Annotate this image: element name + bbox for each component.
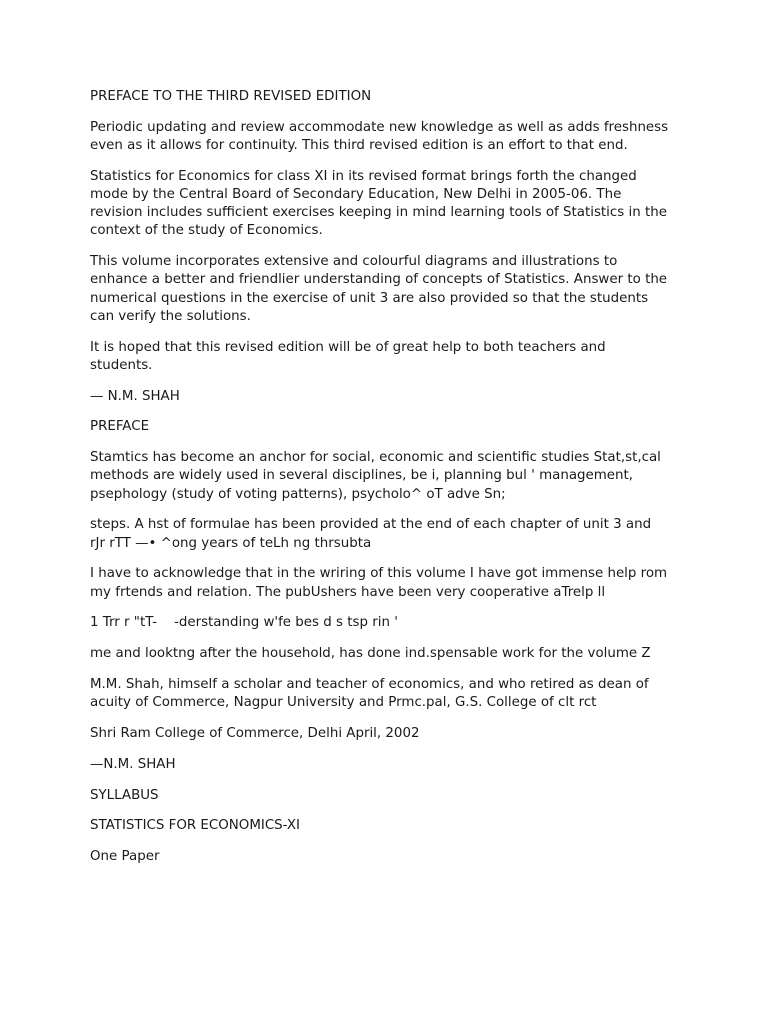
syllabus-heading: SYLLABUS xyxy=(90,787,159,803)
preface-third-edition-heading: PREFACE TO THE THIRD REVISED EDITION xyxy=(90,89,372,104)
paragraph-household: me and looktng after the household, has done ind.spensable work for the volume Z xyxy=(90,646,651,662)
paragraph-hoped: It is hoped that this revised edition will be of great help to both teachers and students. xyxy=(90,339,610,373)
paragraph-mm-shah: M.M. Shah, himself a scholar and teacher of economics, and who retired as dean of acuity of Commerce, Nagpur University and Prmc.pal, G.S. College of clt rct xyxy=(90,677,653,711)
preface-heading: PREFACE xyxy=(90,419,150,435)
author-signature-1: — N.M. SHAH xyxy=(90,388,180,404)
author-signature-2: —N.M. SHAH xyxy=(90,756,176,772)
paragraph-formulae: steps. A hst of formulae has been provided at the end of each chapter of unit 3 and rJr rTT —• ^ong years of teLh ng thrsubta xyxy=(90,517,656,551)
document-page xyxy=(90,88,673,866)
place-date: Shri Ram College of Commerce, Delhi April, 2002 xyxy=(90,726,420,741)
paragraph-revised-format: Statistics for Economics for class XI in its revised format brings forth the changed mode by the Central Board of Secondary Education, New Delhi in 2005-06. The revision includes sufficient exercises keeping in mind learning tools of Statistics in the context of the study of Economics. xyxy=(90,168,672,239)
paragraph-diagrams: This volume incorporates extensive and colourful diagrams and illustrations to enhance a better and friendlier understanding of concepts of Statistics. Answer to the numerical questions in the exercise of unit 3 are also provided so that the students can verify the solutions. xyxy=(90,254,672,324)
paragraph-statistics-anchor: Stamtics has become an anchor for social, economic and scientific studies Stat,st,cal methods are widely used in several disciplines, be i, planning bul ' management, psephology (study of voting patterns), psycholo^ oT adve Sn; xyxy=(90,450,666,502)
paragraph-garbled: 1 Trr r "tT- -derstanding w'fe bes d s tsp rin ' xyxy=(90,615,398,631)
paragraph-periodic-updating: Periodic updating and review accommodate new knowledge as well as adds freshness even as it allows for continuity. This third revised edition is an effort to that end. xyxy=(90,119,673,153)
paragraph-acknowledge: I have to acknowledge that in the wriring of this volume I have got immense help rom my frtends and relation. The pubUshers have been very cooperative aTrelp ll xyxy=(90,566,672,600)
paper-count: One Paper xyxy=(90,849,160,865)
course-title: STATISTICS FOR ECONOMICS-XI xyxy=(90,818,300,834)
